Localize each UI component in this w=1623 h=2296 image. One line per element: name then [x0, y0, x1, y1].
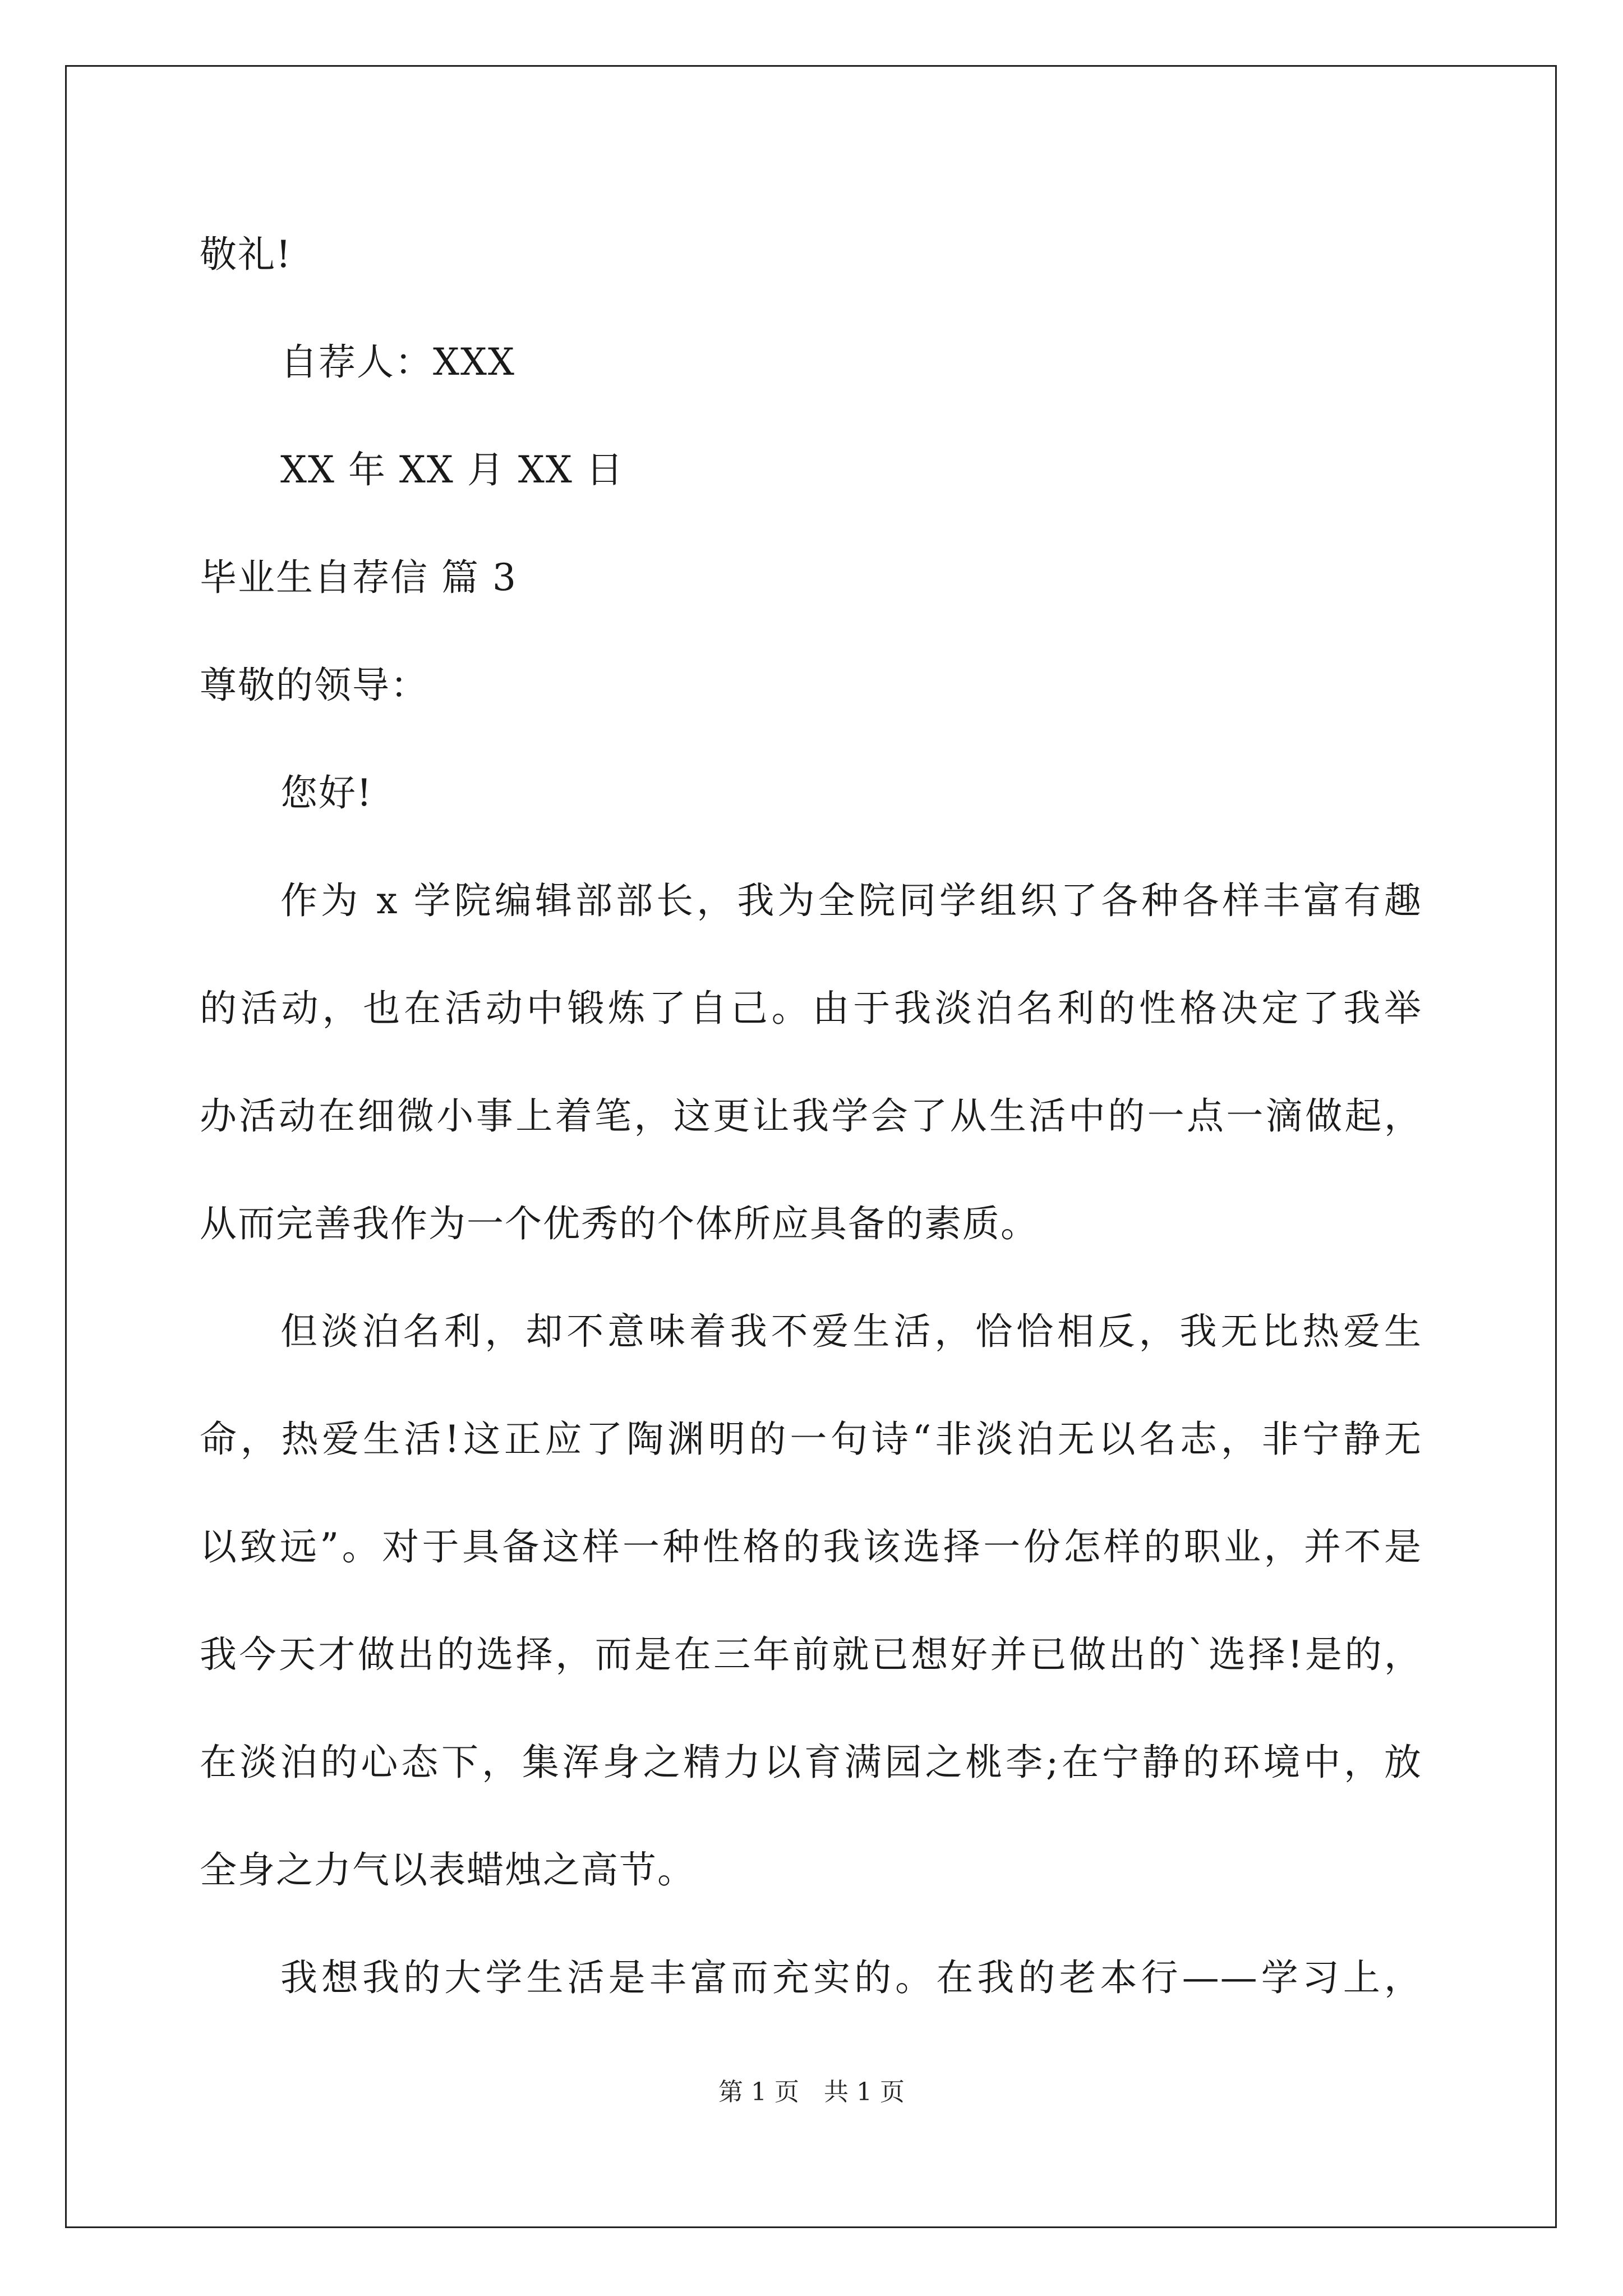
section-heading: 毕业生自荐信 篇 3 [200, 556, 517, 599]
paragraph-2-line-6: 全身之力气以表蜡烛之高节。 [200, 1848, 695, 1892]
page-number-footer: 第 1 页 共 1 页 [718, 2078, 905, 2106]
paragraph-2-line-1: 但淡泊名利，却不意味着我不爱生活，恰恰相反，我无比热爱生 [280, 1310, 1422, 1353]
greeting-addressee: 尊敬的领导： [200, 664, 428, 707]
paragraph-3-line-1: 我想我的大学生活是丰富而充实的。在我的老本行——学习上， [280, 1956, 1422, 1999]
greeting-hello: 您好! [280, 771, 373, 815]
date-line: XX 年 XX 月 XX 日 [280, 448, 624, 491]
paragraph-1-line-1: 作为 x 学院编辑部部长，我为全院同学组织了各种各样丰富有趣 [280, 879, 1422, 922]
document-body [200, 213, 1422, 2019]
paragraph-2-line-3: 以致远”。对于具备这样一种性格的我该选择一份怎样的职业，并不是 [200, 1525, 1422, 1568]
paragraph-1-line-3: 办活动在细微小事上着笔，这更让我学会了从生活中的一点一滴做起， [200, 1094, 1422, 1138]
paragraph-1-line-4: 从而完善我作为一个优秀的个体所应具备的素质。 [200, 1202, 1039, 1245]
paragraph-2-line-4: 我今天才做出的选择，而是在三年前就已想好并已做出的`选择!是的， [200, 1633, 1422, 1676]
paragraph-2-line-2: 命，热爱生活!这正应了陶渊明的一句诗“非淡泊无以名志，非宁静无 [200, 1418, 1422, 1461]
paragraph-1-line-2: 的活动，也在活动中锻炼了自己。由于我淡泊名利的性格决定了我举 [200, 987, 1422, 1030]
paragraph-2-line-5: 在淡泊的心态下，集浑身之精力以育满园之桃李;在宁静的环境中，放 [200, 1741, 1422, 1784]
closing-salutation: 敬礼! [200, 233, 292, 276]
signature-line: 自荐人：XXX [280, 341, 515, 384]
